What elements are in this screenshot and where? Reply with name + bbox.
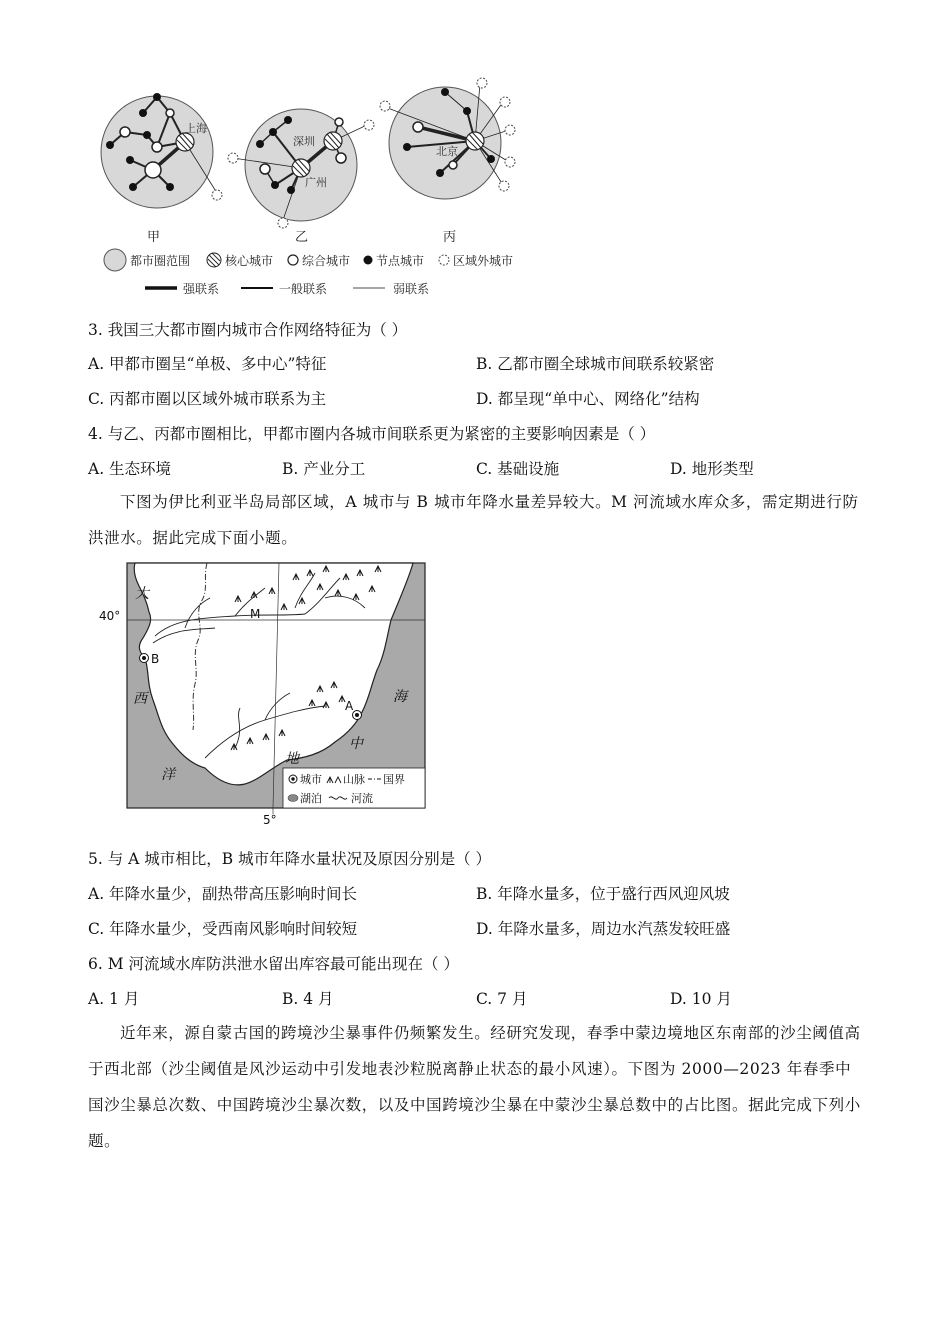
shanghai-label: 上海 [185, 122, 207, 135]
q6-option-a[interactable]: A. 1 月 [88, 990, 140, 1008]
q5-stem: 5. 与 A 城市相比，B 城市年降水量状况及原因分别是（ ） [88, 850, 492, 868]
sea-label-1: 海 [393, 689, 407, 705]
legend-river: 河流 [351, 792, 373, 805]
lat-label: 40° [99, 609, 121, 623]
intro-dust-storm-text: 近年来，源自蒙古国的跨境沙尘暴事件仍频繁发生。经研究发现，春季中蒙边境地区东南部的沙尘阈值高于西北部（沙尘阈值是风沙运动中引发地表沙粒脱离静止状态的最小风速）。下图为 2000—2023 年春季中国沙尘暴总次数、中国跨境沙尘暴次数，以及中国跨境沙尘暴在中蒙沙尘暴总数中的占比图。据此完成下列小题。 [88, 1024, 861, 1150]
legend-mountain: 山脉 [343, 773, 365, 786]
q4-stem: 4. 与乙、丙都市圈相比，甲都市圈内各城市间联系更为紧密的主要影响因素是（ ） [88, 425, 656, 443]
q6-option-b[interactable]: B. 4 月 [282, 990, 334, 1008]
city-a-label: A [345, 699, 354, 713]
intro-dust-storm [88, 1015, 863, 1159]
ocean-label-3: 洋 [161, 767, 175, 783]
label-bing: 丙 [443, 230, 457, 245]
q3-option-a[interactable]: A. 甲都市圈呈“单极、多中心”特征 [88, 355, 327, 373]
q6-option-d[interactable]: D. 10 月 [670, 990, 732, 1008]
q5-option-d[interactable]: D. 年降水量多，周边水汽蒸发较旺盛 [476, 920, 731, 938]
q6-stem: 6. M 河流域水库防洪泄水留出库容最可能出现在（ ） [88, 955, 459, 973]
q3-option-d[interactable]: D. 都呈现“单中心、网络化”结构 [476, 390, 700, 408]
legend-border: 国界 [383, 773, 405, 786]
beijing-label: 北京 [436, 145, 458, 158]
legend-area: 都市圈范围 [130, 254, 191, 268]
legend-weak: 弱联系 [393, 282, 430, 296]
q3-option-c[interactable]: C. 丙都市圈以区域外城市联系为主 [88, 390, 327, 408]
legend-node: 节点城市 [376, 254, 425, 268]
lon-label: 5° [263, 813, 277, 827]
city-b-label: B [151, 652, 160, 666]
q5-option-a[interactable]: A. 年降水量少，副热带高压影响时间长 [88, 885, 358, 903]
legend-core: 核心城市 [225, 254, 274, 268]
legend-comprehensive: 综合城市 [302, 254, 351, 268]
q3-option-b[interactable]: B. 乙都市圈全球城市间联系较紧密 [476, 355, 715, 373]
sea-label-3: 地 [285, 751, 299, 767]
ocean-label-1: 大 [135, 586, 149, 602]
label-jia: 甲 [147, 230, 161, 245]
metro-network-figure [95, 75, 535, 305]
intro-iberia [88, 484, 863, 556]
q4-option-d[interactable]: D. 地形类型 [670, 460, 754, 478]
legend-outside: 区域外城市 [453, 254, 514, 268]
legend-lake: 湖泊 [300, 792, 322, 805]
iberia-map [95, 558, 435, 828]
q3-stem: 3. 我国三大都市圈内城市合作网络特征为（ ） [88, 321, 408, 339]
ocean-label-2: 西 [133, 691, 147, 707]
q4-option-b[interactable]: B. 产业分工 [282, 460, 366, 478]
legend-city: 城市 [300, 773, 322, 786]
q4-option-c[interactable]: C. 基础设施 [476, 460, 560, 478]
q4-option-a[interactable]: A. 生态环境 [88, 460, 172, 478]
label-yi: 乙 [295, 230, 309, 245]
q5-option-c[interactable]: C. 年降水量少，受西南风影响时间较短 [88, 920, 358, 938]
sea-label-2: 中 [349, 736, 363, 752]
q6-option-c[interactable]: C. 7 月 [476, 990, 528, 1008]
legend-general: 一般联系 [279, 282, 328, 296]
shenzhen-label: 深圳 [293, 135, 315, 148]
guangzhou-label: 广州 [305, 176, 327, 189]
river-m-label: M [250, 607, 261, 621]
legend-strong: 强联系 [183, 282, 220, 296]
q5-option-b[interactable]: B. 年降水量多，位于盛行西风迎风坡 [476, 885, 730, 903]
intro-iberia-text: 下图为伊比利亚半岛局部区域，A 城市与 B 城市年降水量差异较大。M 河流域水库众多，需定期进行防洪泄水。据此完成下面小题。 [88, 493, 859, 547]
